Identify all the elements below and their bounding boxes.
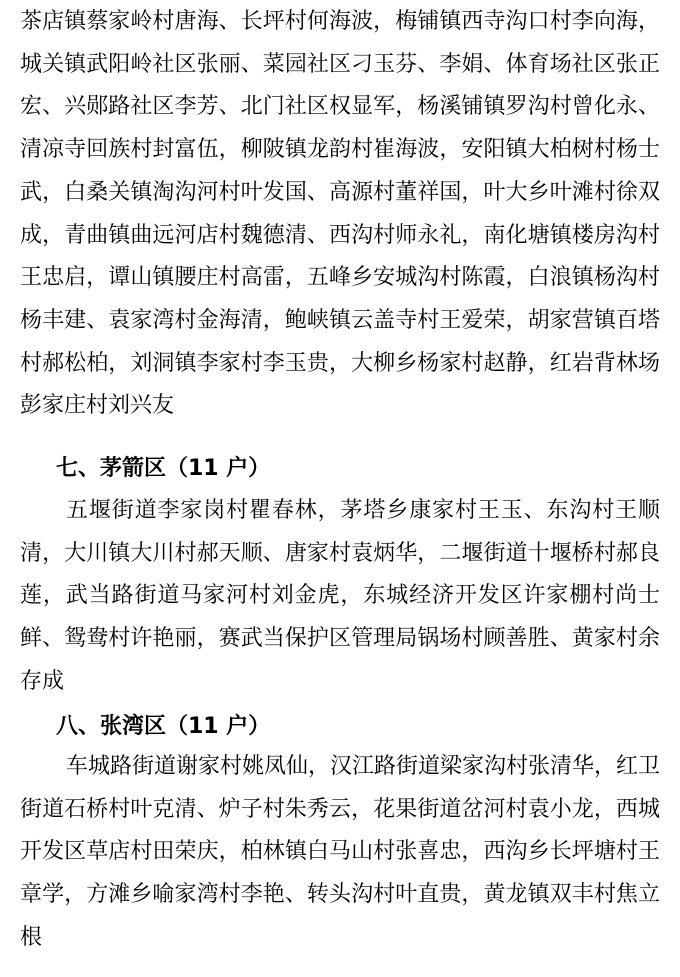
paragraph-continued: 茶店镇蔡家岭村唐海、长坪村何海波，梅铺镇西寺沟口村李向海，城关镇武阳岭社区张丽、菜园社区刁玉芬、李娟、体育场社区张正宏、兴郧路社区李芳、北门社区权显军，杨溪铺镇罗沟村曾化永、清凉寺回族村封富伍，柳陂镇龙韵村崔海波，安阳镇大柏树村杨士武，白桑关镇淘沟河村叶发国、高源村董祥国，叶大乡叶滩村徐双成，青曲镇曲远河店村魏德清、西沟村师永礼，南化塘镇楼房沟村王忠启，谭山镇腰庄村高雷，五峰乡安城沟村陈霞，白浪镇杨沟村杨丰建、袁家湾村金海清，鲍峡镇云盖寺村王爱荣，胡家营镇百塔村郝松柏，刘洞镇李家村李玉贵，大柳乡杨家村赵静，红岩背林场彭家庄村刘兴友 bbox=[20, 9, 660, 419]
section-heading-zhangwan: 八、张湾区（11 户） bbox=[56, 714, 271, 739]
section-paragraph-zhangwan: 车城路街道谢家村姚凤仙，汉江路街道梁家沟村张清华，红卫街道石桥村叶克清、炉子村朱秀云，花果街道岔河村袁小龙，西城开发区草店村田荣庆，柏林镇白马山村张喜忠，西沟乡长坪塘村王章学，方滩乡喻家湾村李艳、转头沟村叶直贵，黄龙镇双丰村焦立根 bbox=[20, 754, 661, 950]
section-heading-maojian: 七、茅箭区（11 户） bbox=[56, 456, 271, 481]
section-paragraph-maojian: 五堰街道李家岗村瞿春林，茅塔乡康家村王玉、东沟村王顺清，大川镇大川村郝天顺、唐家村袁炳华，二堰街道十堰桥村郝良莲，武当路街道马家河村刘金虎，东城经济开发区许家棚村尚士鲜、鸳鸯村许艳丽，赛武当保护区管理局锅场村顾善胜、黄家村余存成 bbox=[20, 498, 660, 694]
